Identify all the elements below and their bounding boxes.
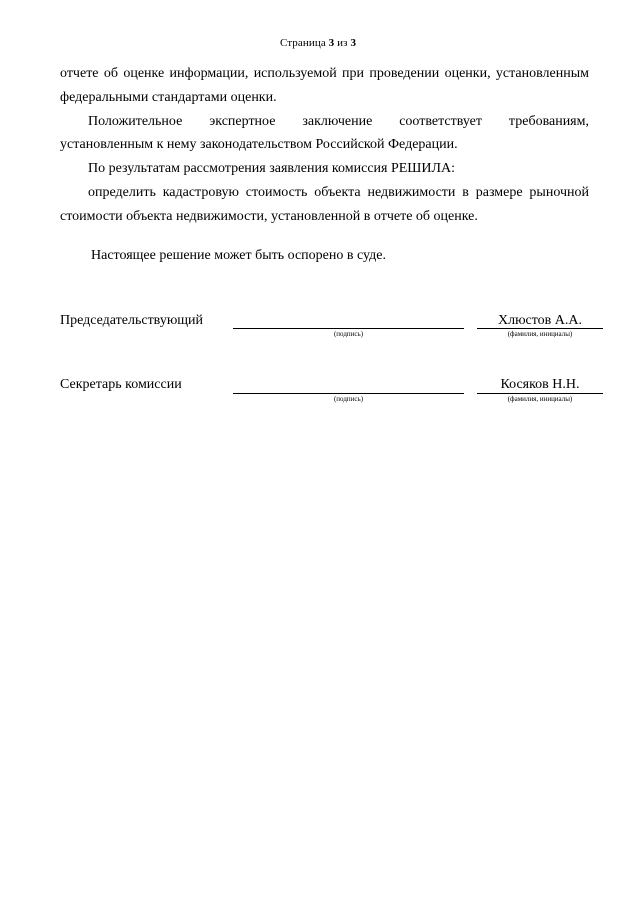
body-line: определить кадастровую стоимость объекта недвижимости в размере рыночной (88, 185, 589, 200)
appeal-notice: Настоящее решение может быть оспорено в суде. (91, 248, 386, 263)
chairman-name-line (477, 328, 603, 329)
secretary-signature-line (233, 393, 464, 394)
page-header (0, 37, 636, 49)
page-label: Страница (279, 37, 326, 49)
chairman-signature-caption: (подпись) (333, 330, 364, 338)
chairman-name: Хлюстов А.А. (497, 313, 583, 328)
secretary-role: Секретарь комиссии (60, 377, 182, 392)
page-current: 3 (328, 37, 335, 49)
body-line: установленным к нему законодательством Российской Федерации. (60, 137, 458, 152)
secretary-signature-caption: (подпись) (333, 395, 364, 403)
body-line: федеральными стандартами оценки. (60, 90, 277, 105)
body-line: Положительное экспертное заключение соответствует требованиям, (88, 114, 589, 129)
secretary-name-caption: (фамилия, инициалы) (507, 395, 573, 403)
page-total: 3 (350, 37, 357, 49)
chairman-name-caption: (фамилия, инициалы) (507, 330, 573, 338)
chairman-role: Председательствующий (60, 313, 204, 328)
body-line: стоимости объекта недвижимости, установленной в отчете об оценке. (60, 209, 478, 224)
page-separator: из (337, 37, 348, 49)
chairman-signature-line (233, 328, 464, 329)
secretary-name-line (477, 393, 603, 394)
body-line: По результатам рассмотрения заявления комиссия РЕШИЛА: (88, 161, 456, 176)
body-line: отчете об оценке информации, используемой при проведении оценки, установленным (60, 66, 589, 81)
secretary-name: Косяков Н.Н. (500, 377, 580, 392)
